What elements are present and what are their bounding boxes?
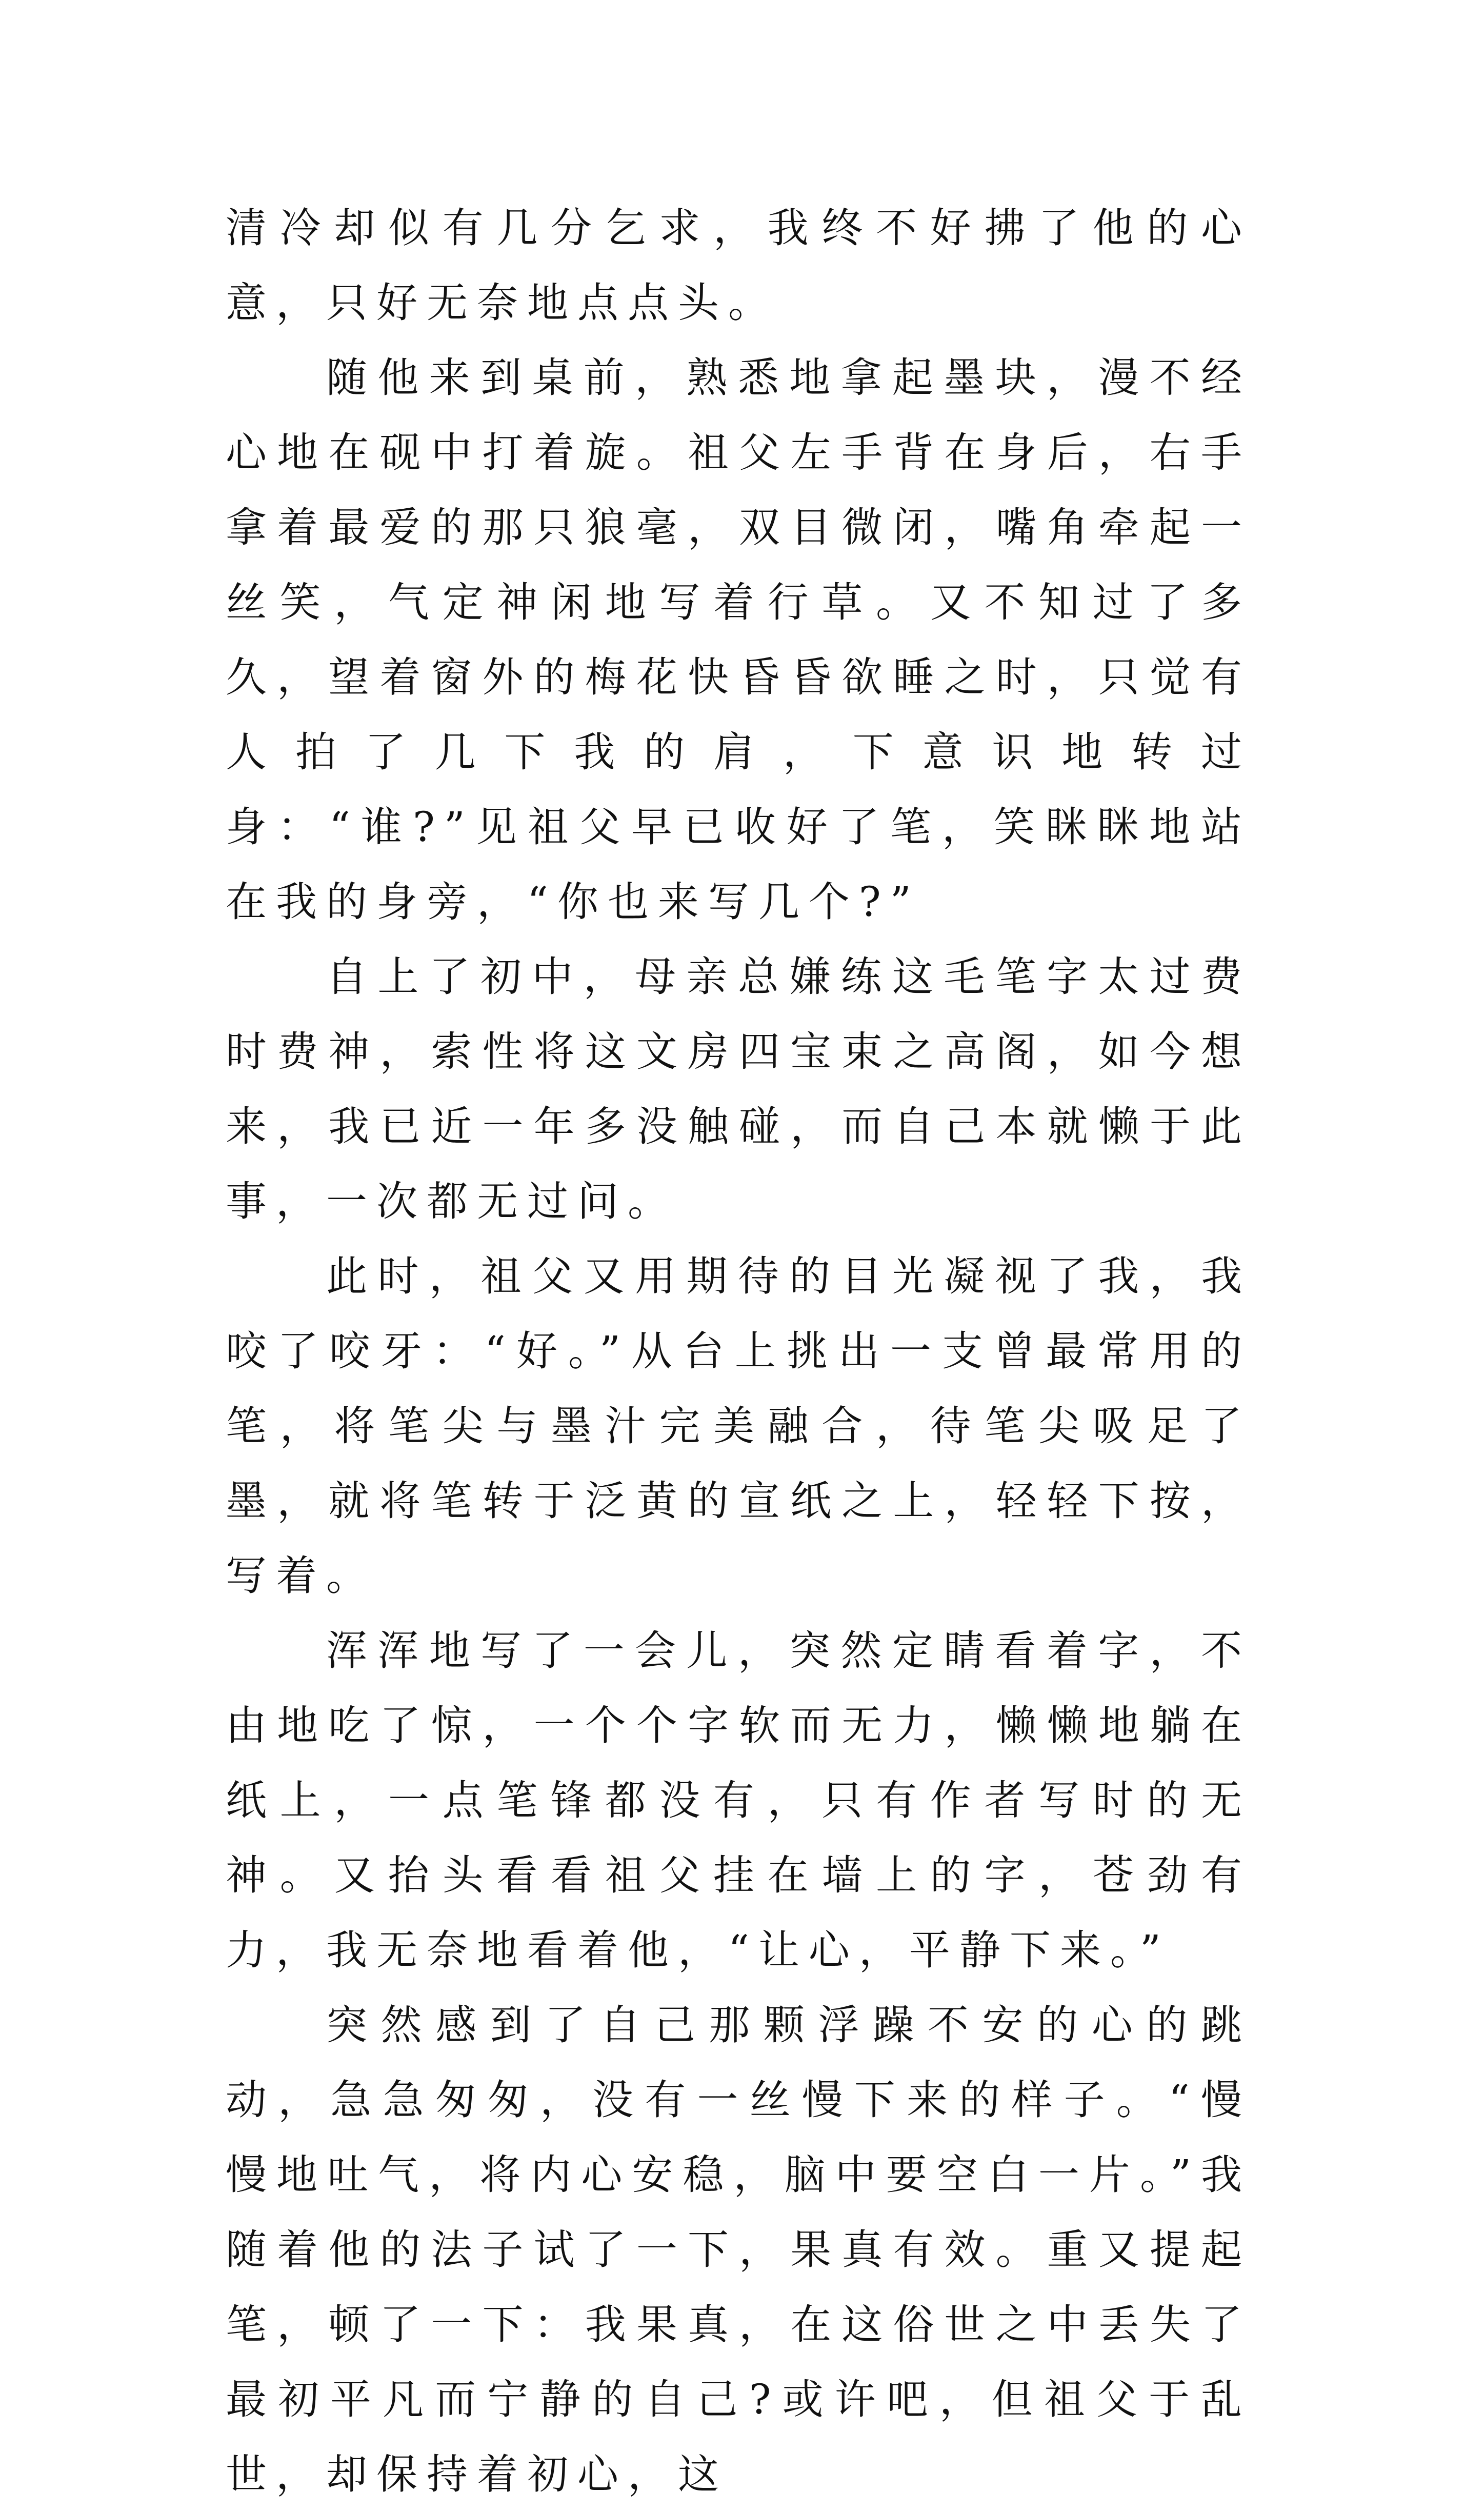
paragraph-5: 浑浑地写了一会儿，突然定睛看着字，不由地吃了惊，一个个字软而无力，懒懒地躺在纸上，一点笔锋都没有，只有作者写时的无神。又抬头看看祖父挂在墙上的字，苍劲有力，我无奈地看着他，“让心，平静下来。” — [226, 1627, 1251, 1974]
document-body — [226, 191, 1251, 2512]
paragraph-3: 自上了初中，母亲总嫌练这毛笔字太过费时费神，索性将这文房四宝束之高阁，如今想来，我已近一年多没触碰，而自己本就懒于此事，一次都无过问。 — [226, 953, 1251, 1225]
paragraph-6: 突然感到了自己那颗浮躁不安的心的跳动，急急匆匆，没有一丝慢下来的样子。“慢慢地吐气，将内心安稳，脑中要空白一片。”我随着他的法子试了一下，果真有效。重又提起笔，顿了一下：我果真，在这俗世之中丢失了最初平凡而宁静的自己?或许吧，但祖父于乱世，却保持着初心，这 — [226, 2001, 1251, 2498]
paragraph-1: 清冷却似有几分乞求，我终不好拂了他的心意，只好无奈地点点头。 — [226, 204, 1251, 327]
paragraph-4: 此时，祖父又用期待的目光凝视了我，我咬了咬牙：“好。”从台上挑出一支曾最常用的笔，将笔尖与墨汁完美融合，待笔尖吸足了墨，就将笔转于泛黄的宣纸之上，轻轻下按，写着。 — [226, 1252, 1251, 1600]
paragraph-2: 随他来到桌前，熟悉地拿起墨块，漫不经心地在砚中打着旋。祖父左手背在身后，右手拿着最爱的那只狼毫，双目微闭，嘴角牵起一丝笑，气定神闲地写着行草。又不知过了多久，望着窗外的梅花快昏昏欲睡之时，只觉有人拍了几下我的肩，下意识地转过身：“谁?”见祖父早已收好了笔，笑眯眯地站在我的身旁，“你也来写几个?” — [226, 354, 1251, 926]
